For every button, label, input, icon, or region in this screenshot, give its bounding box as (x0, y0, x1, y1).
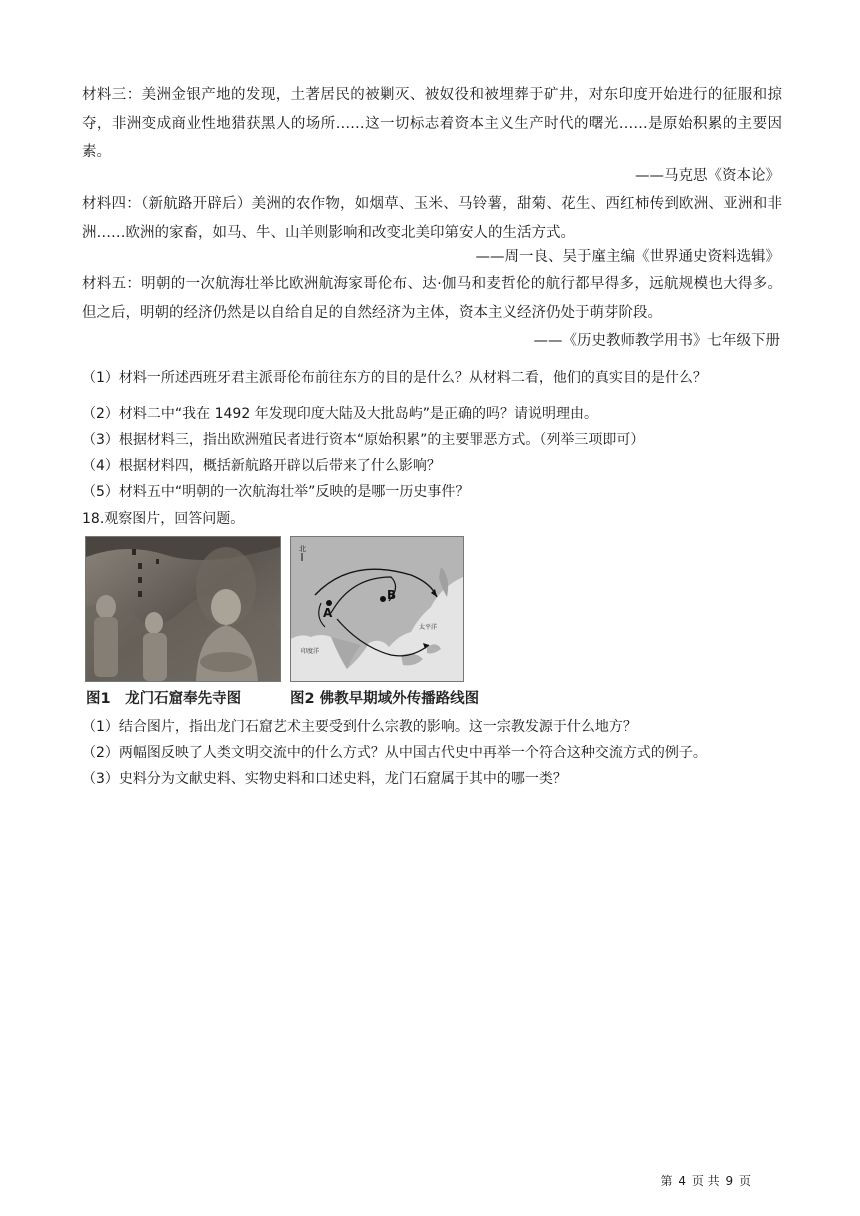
question-18-3: （3）史料分为文献史料、实物史料和口述史料，龙门石窟属于其中的哪一类？ (82, 771, 567, 787)
footer-suffix: 页 (738, 1174, 751, 1188)
map-label-north: 北 (299, 545, 306, 553)
material-4-source: ——周一良、吴于廑主编《世界通史资料选辑》 (475, 249, 780, 265)
question-18-2: （2）两幅图反映了人类文明交流中的什么方式？从中国古代史中再举一个符合这种交流方式的例子。 (82, 745, 707, 761)
question-17-2: （2）材料二中“我在 1492 年发现印度大陆及大批岛屿”是正确的吗？请说明理由。 (82, 406, 598, 422)
footer-total-pages: 9 (725, 1174, 734, 1188)
material-3-text: 材料三：美洲金银产地的发现，土著居民的被剿灭、被奴役和被埋葬于矿井，对东印度开始进行的征服和掠夺，非洲变成商业性地猎获黑人的场所……这一切标志着资本主义生产时代的曙光……是原始积累的主要因素。 (82, 87, 782, 160)
question-17-1: （1）材料一所述西班牙君主派哥伦布前往东方的目的是什么？从材料二看，他们的真实目的是什么？ (82, 370, 707, 386)
material-5-text: 材料五：明朝的一次航海壮举比欧洲航海家哥伦布、达·伽马和麦哲伦的航行都早得多，远航规模也大得多。但之后，明朝的经济仍然是以自给自足的自然经济为主体，资本主义经济仍处于萌芽阶段。 (82, 276, 782, 321)
footer-prefix: 第 (660, 1174, 673, 1188)
buddhism-spread-map (290, 536, 464, 682)
question-17-3: （3）根据材料三，指出欧洲殖民者进行资本“原始积累”的主要罪恶方式。（列举三项即可） (82, 432, 645, 448)
map-label-a: A (323, 606, 333, 620)
footer-mid: 页 共 (691, 1174, 720, 1188)
figure-2-caption: 图2 佛教早期域外传播路线图 (290, 691, 480, 707)
map-label-b: B (387, 588, 397, 602)
question-17-4: （4）根据材料四，概括新航路开辟以后带来了什么影响？ (82, 458, 441, 474)
map-label-indian-ocean: 印度洋 (301, 648, 320, 655)
page-footer (660, 1172, 752, 1189)
material-4-text: 材料四：（新航路开辟后）美洲的农作物，如烟草、玉米、马铃薯，甜菊、花生、西红柿传到欧洲、亚洲和非洲……欧洲的家畜，如马、牛、山羊则影响和改变北美印第安人的生活方式。 (82, 196, 782, 241)
footer-page-number: 4 (678, 1174, 687, 1188)
question-17-5: （5）材料五中“明朝的一次航海壮举”反映的是哪一历史事件？ (82, 484, 470, 500)
longmen-grottoes-photo (85, 536, 281, 682)
material-5-source: ——《历史教师教学用书》七年级下册 (533, 333, 780, 349)
figure-1-caption: 图1 龙门石窟奉先寺图 (86, 691, 242, 707)
question-18-heading: 18.观察图片，回答问题。 (82, 511, 245, 527)
map-label-pacific: 太平洋 (419, 624, 438, 631)
question-18-1: （1）结合图片，指出龙门石窟艺术主要受到什么宗教的影响。这一宗教发源于什么地方？ (82, 719, 637, 735)
material-3-source: ——马克思《资本论》 (635, 168, 780, 184)
